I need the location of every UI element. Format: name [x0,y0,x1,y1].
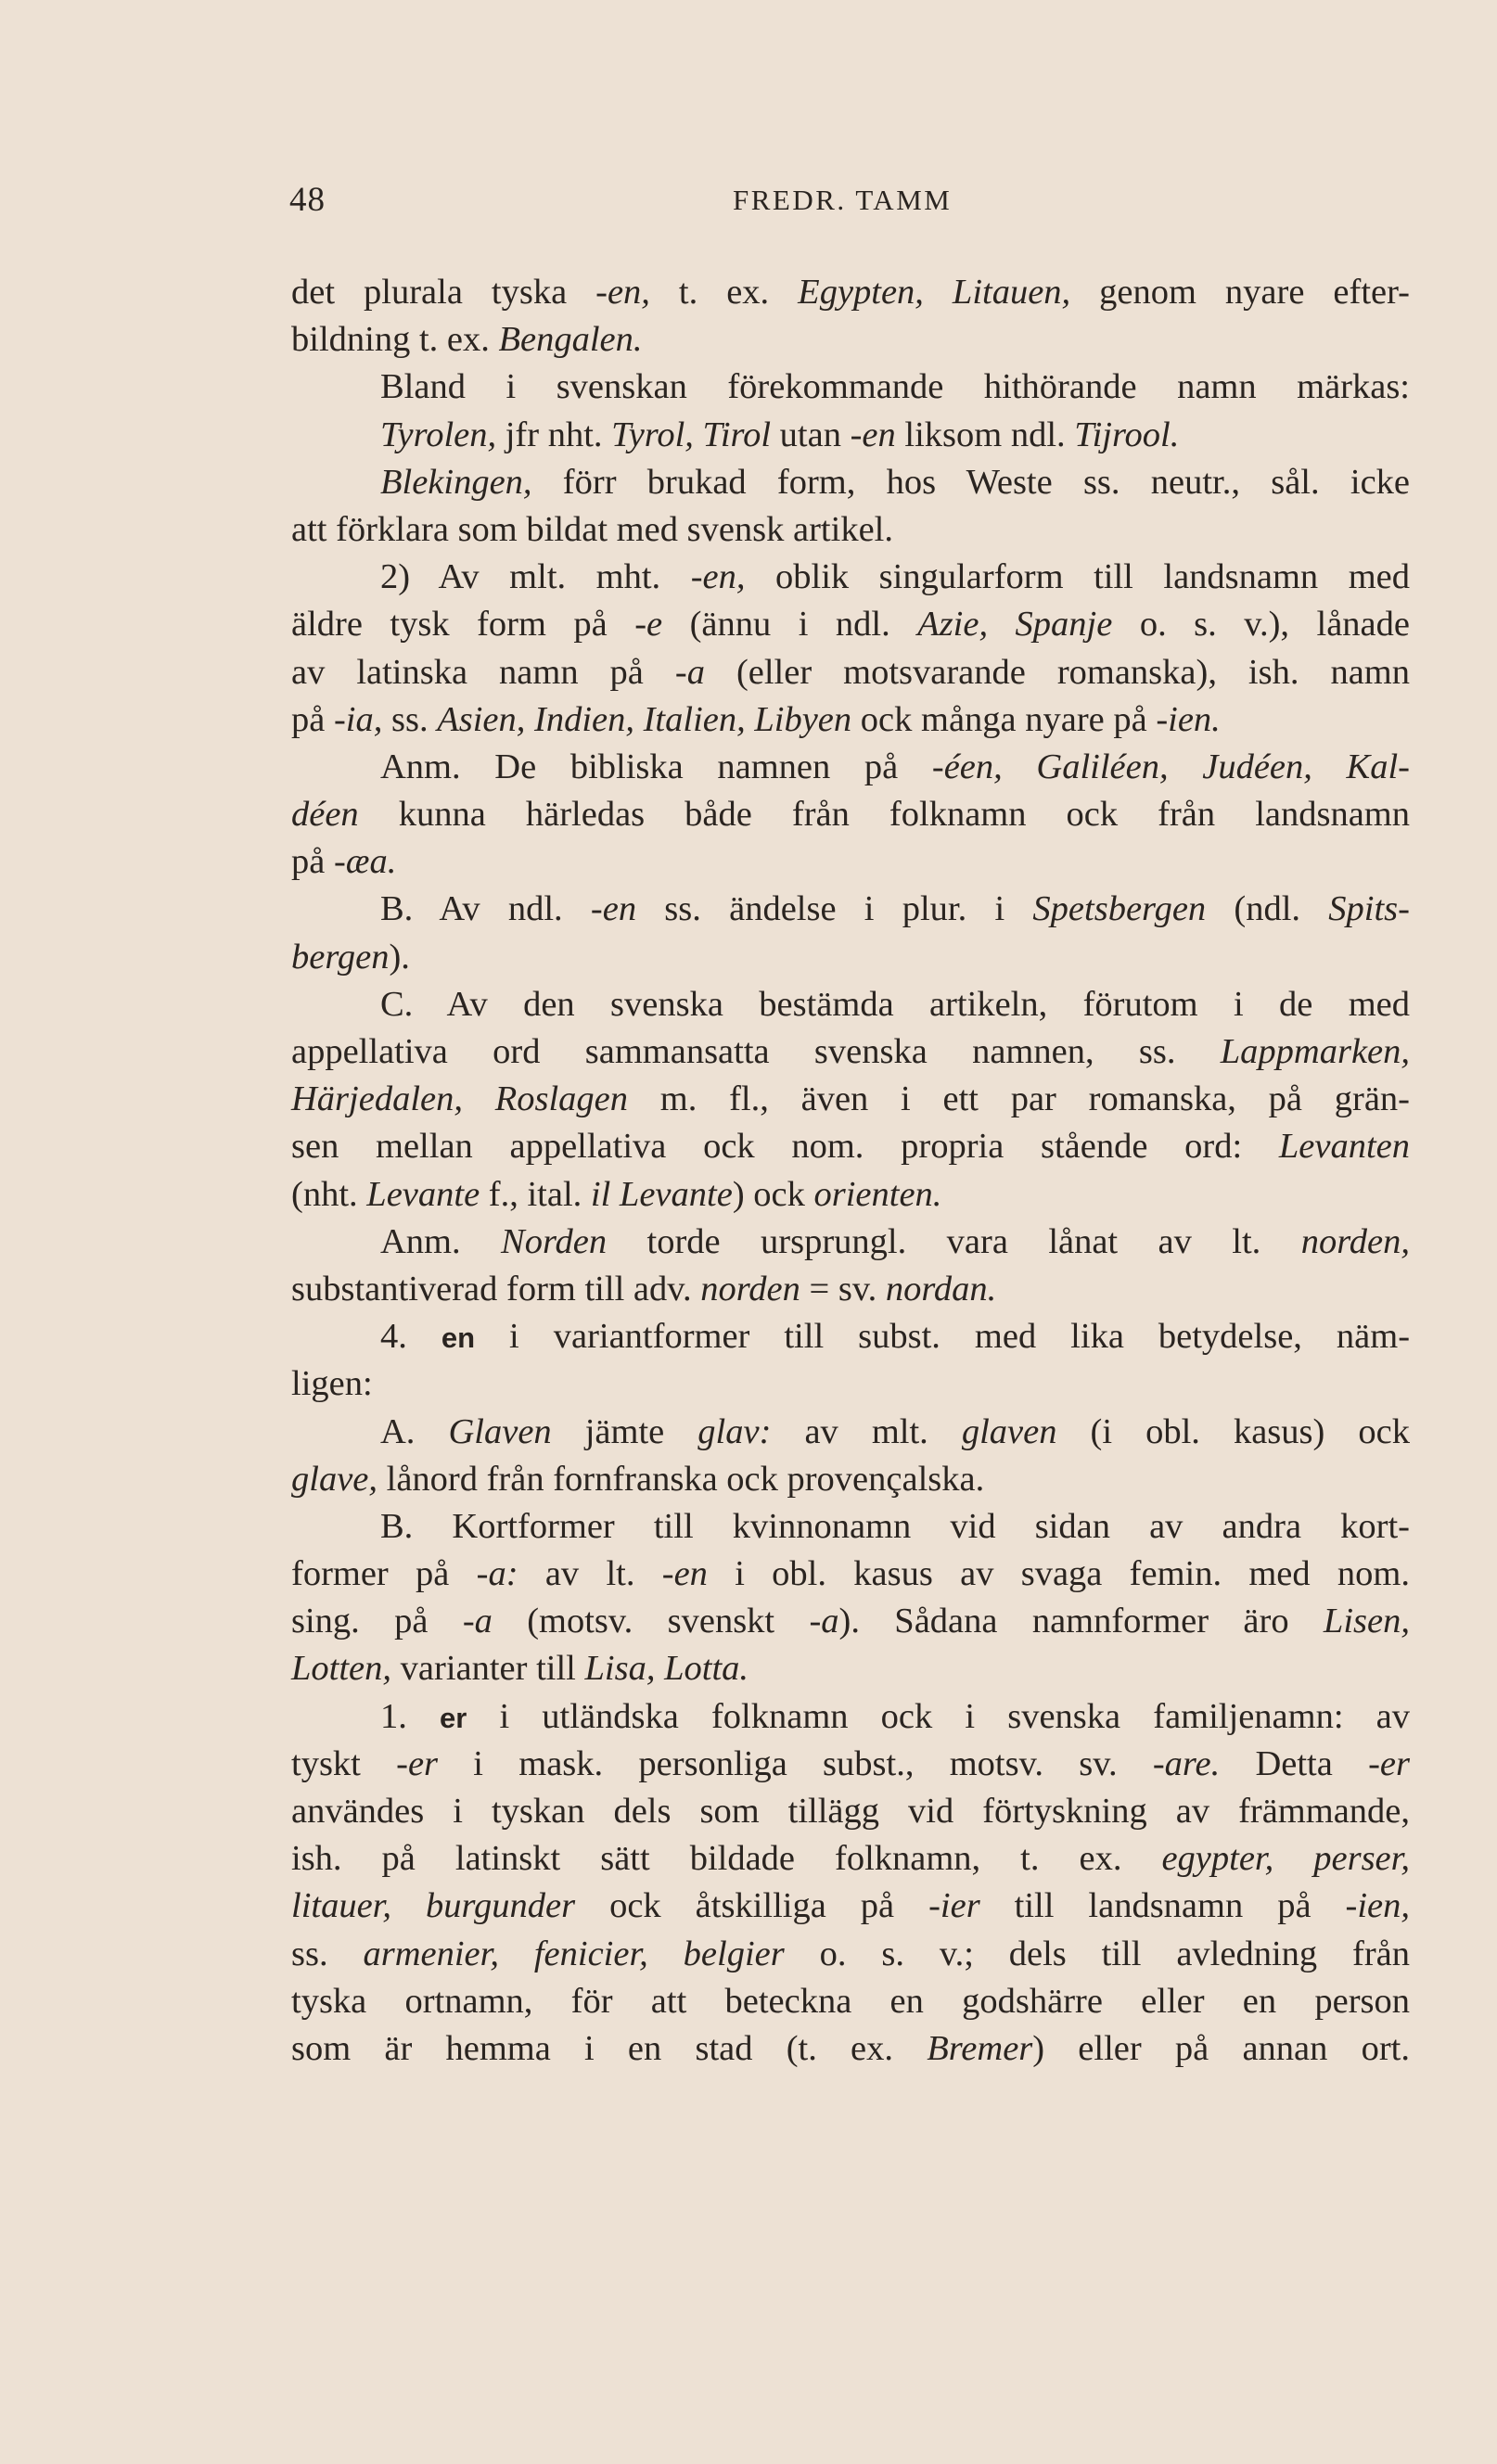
text-run: o. s. v.), lånade [1112,605,1410,645]
text-run: ligen: [291,1364,373,1404]
text-run: Detta [1220,1743,1369,1783]
text-run: A. [380,1411,449,1451]
italic-text: -ier [928,1886,980,1926]
page-number: 48 [289,181,326,219]
text-line [291,1266,1410,1313]
text-line [291,1076,1410,1123]
text-run: m. fl., även i ett par romanska, på grän- [628,1079,1410,1119]
italic-text: Bremer [927,2028,1033,2068]
text-line [291,1171,1410,1219]
italic-text: -æa. [333,842,397,882]
italic-text: nordan. [885,1269,997,1309]
italic-text: -a [462,1602,493,1641]
italic-text: Spetsbergen [1032,889,1207,929]
text-run: på [291,699,334,739]
italic-text: Bengalen. [498,320,643,360]
text-line [291,459,1410,506]
text-run: ss. [291,1934,364,1973]
italic-text: glave, [291,1459,377,1499]
text-line [291,1835,1410,1883]
text-run: som är hemma i en stad (t. ex. [291,2028,928,2068]
text-run: B. Av ndl. [380,889,591,929]
text-line [291,1741,1410,1788]
text-run: i utländska folknamn ock i svenska familjenamn: av [467,1696,1410,1736]
italic-text: Asien, Indien, Italien, Libyen [437,699,852,739]
text-run: f., ital. [480,1174,591,1214]
text-run: substantiverad form till adv. [291,1269,701,1309]
text-run: ock åtskilliga på [575,1886,929,1926]
bold-text: en [441,1321,476,1355]
italic-text: -ien, [1345,1886,1410,1926]
italic-text: Tyrol, Tirol [611,415,772,454]
text-run: förr brukad form, hos Weste ss. neutr., sål. icke [531,462,1410,502]
text-line [291,981,1410,1028]
text-run: Bland i svenskan förekommande hithörande namn märkas: [380,367,1410,407]
italic-text: -ien. [1156,699,1221,739]
italic-text: -er [396,1743,439,1783]
text-run: av mlt. [771,1411,962,1451]
text-run: 2) Av mlt. mht. [380,557,691,597]
italic-text: Azie, Spanje [917,605,1113,645]
text-run: användes i tyskan dels som tillägg vid förtyskning av främmande, [291,1792,1410,1831]
text-line [291,1219,1410,1266]
italic-text: bergen [291,937,390,977]
text-line [291,744,1410,791]
italic-text: -en [661,1554,708,1594]
text-run: (eller motsvarande romanska), ish. namn [704,652,1410,692]
text-line [291,269,1410,316]
italic-text: -a: [476,1554,518,1594]
text-run: att förklara som bildat med svensk artikel. [291,509,893,549]
text-line [291,1978,1410,2025]
italic-text: Norden [501,1221,608,1261]
italic-text: -a [809,1602,839,1641]
text-run: ock många nyare på [851,699,1157,739]
text-run: oblik singularform till landsnamn med [745,557,1410,597]
text-run: kunna härledas både från folknamn ock från landsnamn [358,795,1410,835]
text-run: ) eller på annan ort. [1032,2028,1410,2068]
italic-text: orienten. [813,1174,942,1214]
text-line [291,1123,1410,1170]
text-line [291,1598,1410,1645]
italic-text: armenier, fenicier, belgier [363,1934,785,1973]
text-run: äldre tysk form på [291,605,635,645]
text-run: i mask. personliga subst., motsv. sv. [438,1743,1153,1783]
italic-text: Tijrool. [1074,415,1180,454]
italic-text: Lotten, [291,1649,392,1689]
body-text [291,269,1410,2073]
text-line [291,412,1410,459]
italic-text: Glaven [448,1411,552,1451]
text-run: ss. ändelse i plur. i [636,889,1033,929]
text-run: liksom ndl. [895,415,1075,454]
text-run: ish. på latinskt sätt bildade folknamn, t. ex. [291,1839,1162,1879]
text-run: ) ock [732,1174,814,1214]
italic-text: norden [700,1269,800,1309]
text-line [291,601,1410,648]
text-line [291,1503,1410,1551]
text-line [291,1645,1410,1692]
text-run: på [291,842,334,882]
text-run: o. s. v.; dels till avledning från [784,1934,1410,1973]
italic-text: déen [291,795,359,835]
text-run: till landsnamn på [979,1886,1346,1926]
italic-text: -are. [1152,1743,1221,1783]
italic-text: il Levante [590,1174,733,1214]
text-line [291,1883,1410,1930]
text-line [291,1693,1410,1741]
text-run: (motsv. svenskt [492,1602,810,1641]
text-line [291,2025,1410,2073]
text-run: tyska ortnamn, för att beteckna en godshärre eller en person [291,1981,1410,2021]
italic-text: glav: [697,1411,772,1451]
text-run: sing. på [291,1602,463,1641]
text-run: (ännu i ndl. [662,605,918,645]
text-line [291,1028,1410,1076]
text-run: C. Av den svenska bestämda artikeln, förutom i de med [380,984,1410,1024]
italic-text: Spits- [1328,889,1410,929]
text-line [291,506,1410,554]
text-run: av latinska namn på [291,652,675,692]
text-run: (nht. [291,1174,367,1214]
italic-text: Tyrolen, [380,415,497,454]
text-run: (i obl. kasus) ock [1056,1411,1410,1451]
text-line [291,554,1410,601]
italic-text: -ia, [333,699,383,739]
text-run: B. Kortformer till kvinnonamn vid sidan av andra kort- [380,1506,1410,1546]
text-run: ss. [382,699,438,739]
text-line [291,886,1410,933]
text-line [291,791,1410,838]
italic-text: -er [1368,1743,1411,1783]
italic-text: Blekingen, [380,462,532,502]
text-run: Anm. [380,1221,502,1261]
italic-text: -en [850,415,896,454]
text-run: jfr nht. [496,415,612,454]
italic-text: -éen, Galiléen, Judéen, Kal- [931,747,1410,786]
italic-text: litauer, burgunder [291,1886,576,1926]
text-line [291,1551,1410,1598]
text-line [291,1409,1410,1456]
italic-text: -e [634,605,663,645]
text-run: former på [291,1554,477,1594]
text-line [291,1360,1410,1408]
text-line [291,1931,1410,1978]
text-run: Anm. De bibliska namnen på [380,747,932,786]
text-run: varianter till [391,1649,585,1689]
text-run: t. ex. [649,273,799,312]
running-title: FREDR. TAMM [733,184,953,216]
italic-text: Lisa, Lotta. [584,1649,749,1689]
text-line [291,934,1410,981]
text-run: appellativa ord sammansatta svenska namnen, ss. [291,1032,1221,1071]
text-run: i variantformer till subst. med lika betydelse, näm- [475,1317,1411,1357]
text-run: utan [771,415,851,454]
text-line [291,1788,1410,1835]
italic-text: Egypten, Litauen, [798,273,1071,312]
italic-text: Levante [366,1174,480,1214]
text-run: 4. [380,1317,441,1357]
text-run: bildning t. ex. [291,320,499,360]
text-line [291,649,1410,696]
text-run: = sv. [800,1269,886,1309]
italic-text: Lisen, [1323,1602,1410,1641]
italic-text: Levanten [1278,1127,1410,1167]
text-line [291,316,1410,364]
text-line [291,364,1410,411]
text-run: (ndl. [1206,889,1329,929]
text-run: 1. [380,1696,441,1736]
italic-text: egypter, perser, [1161,1839,1410,1879]
italic-text: glaven [961,1411,1057,1451]
text-run: lånord från fornfranska ock provençalska. [377,1459,985,1499]
text-line [291,696,1410,744]
italic-text: norden, [1300,1221,1411,1261]
running-head [289,180,1497,224]
italic-text: -a [674,652,705,692]
text-run: i obl. kasus av svaga femin. med nom. [707,1554,1410,1594]
text-run: av lt. [518,1554,662,1594]
text-run: sen mellan appellativa ock nom. propria stående ord: [291,1127,1279,1167]
text-run: jämte [551,1411,698,1451]
text-run: det plurala tyska [291,273,596,312]
text-line [291,838,1410,886]
italic-text: Lappmarken, [1220,1032,1410,1071]
text-line [291,1456,1410,1503]
text-run: torde ursprungl. vara lånat av lt. [607,1221,1301,1261]
text-run: tyskt [291,1743,397,1783]
text-run: ). [389,937,410,977]
text-run: genom nyare efter- [1070,273,1410,312]
text-run: ). Sådana namnformer äro [838,1602,1324,1641]
italic-text: -en [590,889,637,929]
text-line [291,1313,1410,1360]
italic-text: -en, [690,557,746,597]
bold-text: er [440,1701,467,1734]
italic-text: -en, [595,273,650,312]
italic-text: Härjedalen, Roslagen [291,1079,629,1119]
